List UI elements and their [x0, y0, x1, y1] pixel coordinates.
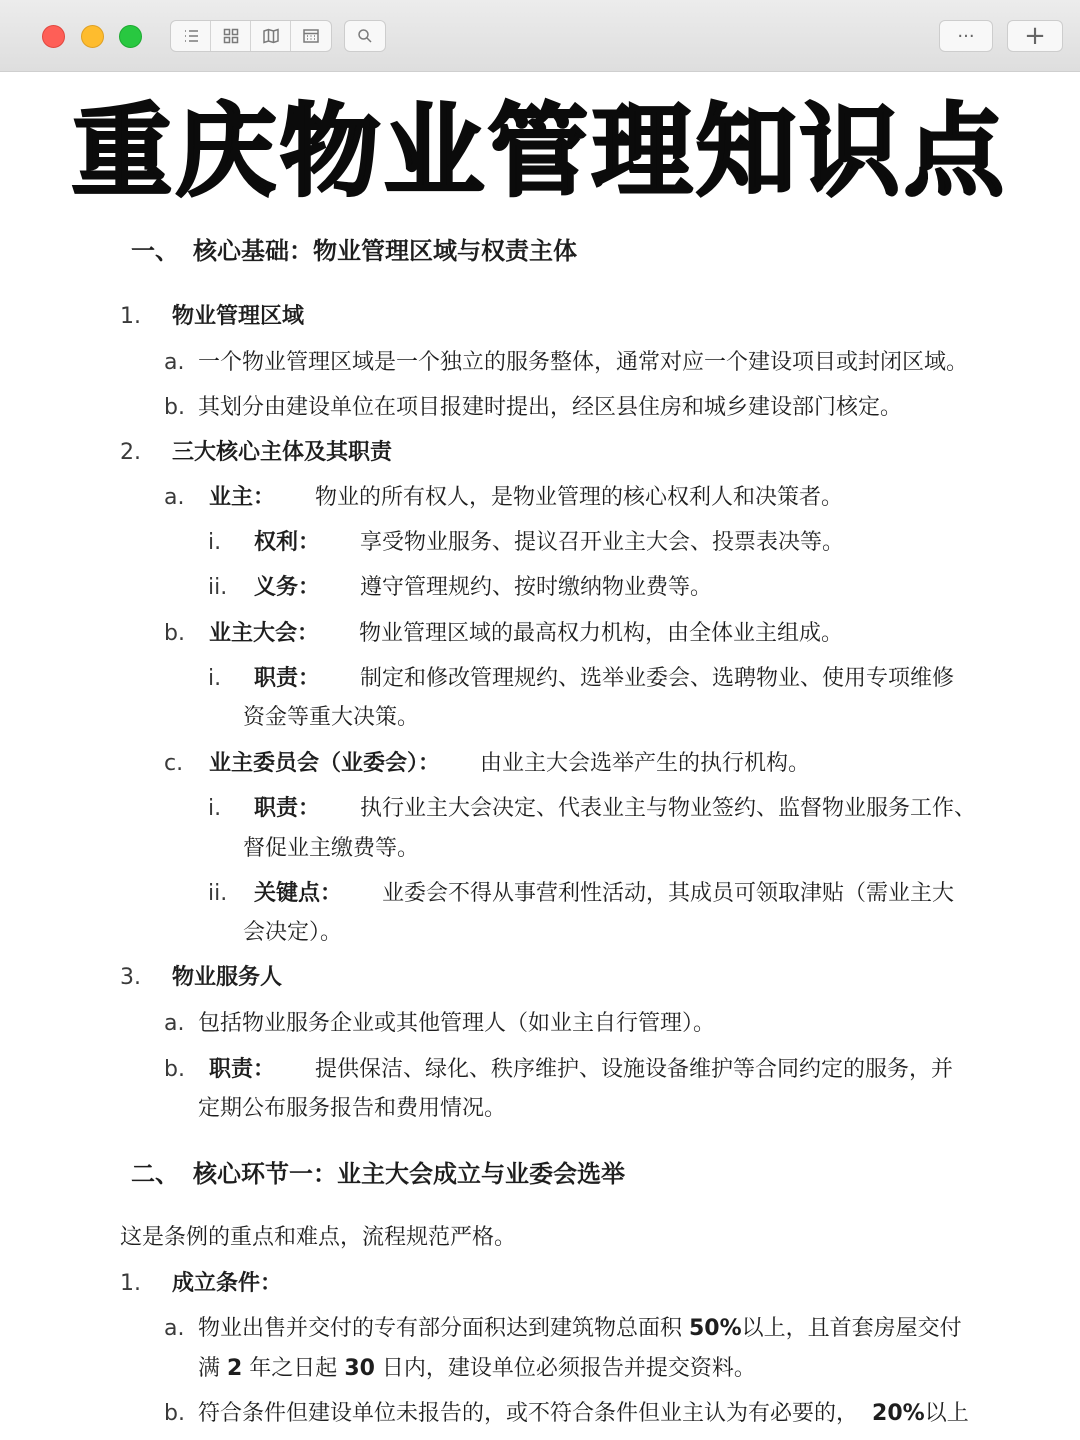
calendar-view-button[interactable] [291, 21, 331, 51]
search-icon [356, 27, 374, 45]
list-text: 提供保洁、绿化、秩序维护、设施设备维护等合同约定的服务，并 [315, 1057, 954, 1082]
item-title: 成立条件： [172, 1271, 283, 1296]
list-view-button[interactable] [171, 21, 211, 51]
list-item [164, 1399, 969, 1429]
list-item [164, 348, 969, 378]
list-item [164, 1314, 962, 1344]
list-text: 一个物业管理区域是一个独立的服务整体，通常对应一个建设项目或封闭区域。 [198, 350, 969, 375]
term-label: 义务： [254, 575, 321, 600]
section-title: 核心环节一：业主大会成立与业委会选举 [193, 1160, 625, 1188]
more-group [939, 20, 993, 52]
document-title: 重庆物业管理知识点 [72, 93, 1008, 210]
list-item [164, 1009, 716, 1039]
list-text: 其划分由建设单位在项目报建时提出，经区县住房和城乡建设部门核定。 [198, 395, 903, 420]
section-title: 核心基础：物业管理区域与权责主体 [193, 237, 577, 265]
list-text: 日内，建设单位必须报告并提交资料。 [374, 1356, 756, 1381]
term-label: 职责： [209, 1057, 276, 1082]
list-marker: i. [208, 796, 222, 821]
list-item [164, 749, 811, 779]
more-button[interactable] [940, 21, 992, 51]
list-marker: i. [208, 666, 222, 691]
list-item [208, 573, 713, 603]
window-toolbar [0, 0, 1080, 72]
list-item [208, 794, 977, 824]
list-item [164, 619, 844, 649]
term-label: 业主： [209, 485, 276, 510]
list-text: 物业的所有权人，是物业管理的核心权利人和决策者。 [315, 485, 844, 510]
close-window-button[interactable] [42, 25, 65, 48]
list-item-continuation: 会决定）。 [243, 920, 343, 945]
list-item [208, 664, 955, 694]
map-view-button[interactable] [251, 21, 291, 51]
term-label: 权利： [254, 530, 321, 555]
list-item [208, 879, 955, 909]
item-heading [120, 438, 393, 468]
list-marker: i. [208, 530, 222, 555]
search-group [344, 20, 386, 52]
emphasis: 20% [872, 1401, 925, 1426]
term-label: 职责： [254, 666, 321, 691]
add-group [1007, 20, 1063, 52]
item-number: 1. [120, 304, 141, 329]
calendar-icon [302, 27, 320, 45]
map-icon [262, 27, 280, 45]
list-marker: a. [164, 485, 185, 510]
item-title: 物业管理区域 [172, 304, 305, 329]
list-item-continuation: 督促业主缴费等。 [243, 836, 420, 861]
list-text: 物业出售并交付的专有部分面积达到建筑物总面积 [198, 1316, 689, 1341]
list-text: 以上 [924, 1401, 969, 1426]
list-marker: b. [164, 621, 185, 646]
grid-view-icon [222, 27, 240, 45]
item-title: 物业服务人 [172, 965, 283, 990]
term-label: 业主大会： [209, 621, 320, 646]
item-number: 3. [120, 965, 141, 990]
more-icon: ··· [957, 25, 975, 47]
section-number: 二、 [131, 1160, 179, 1188]
list-text: 业委会不得从事营利性活动，其成员可领取津贴（需业主大 [382, 881, 955, 906]
list-text: 执行业主大会决定、代表业主与物业签约、监督物业服务工作、 [360, 796, 977, 821]
emphasis: 30 [344, 1356, 375, 1381]
emphasis: 2 [227, 1356, 243, 1381]
view-mode-group [170, 20, 332, 52]
list-marker: ii. [208, 575, 228, 600]
list-text: 包括物业服务企业或其他管理人（如业主自行管理）。 [198, 1011, 716, 1036]
list-text: 制定和修改管理规约、选举业委会、选聘物业、使用专项维修 [360, 666, 955, 691]
list-marker: c. [164, 751, 184, 776]
search-button[interactable] [345, 21, 385, 51]
item-heading [120, 302, 305, 332]
item-number: 2. [120, 440, 141, 465]
list-item [208, 528, 845, 558]
list-text: 以上，且首套房屋交付 [741, 1316, 962, 1341]
emphasis: 50% [689, 1316, 742, 1341]
term-label: 职责： [254, 796, 321, 821]
list-text: 遵守管理规约、按时缴纳物业费等。 [360, 575, 713, 600]
section-number: 一、 [131, 237, 179, 265]
list-text: 年之日起 [242, 1356, 345, 1381]
list-item [164, 1055, 954, 1085]
list-marker: a. [164, 350, 185, 375]
list-item [164, 393, 903, 423]
list-text: 物业管理区域的最高权力机构，由全体业主组成。 [359, 621, 844, 646]
minimize-window-button[interactable] [81, 25, 104, 48]
list-text: 享受物业服务、提议召开业主大会、投票表决等。 [360, 530, 845, 555]
item-number: 1. [120, 1271, 141, 1296]
list-item-continuation: 定期公布服务报告和费用情况。 [198, 1096, 507, 1121]
section-1-heading [131, 236, 577, 266]
add-button[interactable] [1008, 21, 1062, 51]
list-marker: ii. [208, 881, 228, 906]
term-label: 关键点： [254, 881, 343, 906]
document-view [0, 72, 1080, 1440]
list-text: 满 [198, 1356, 227, 1381]
section-2-heading [131, 1159, 625, 1189]
term-label: 业主委员会（业委会）： [209, 751, 441, 776]
list-item-continuation: 资金等重大决策。 [243, 705, 420, 730]
grid-view-button[interactable] [211, 21, 251, 51]
list-item [164, 483, 844, 513]
item-heading [120, 963, 283, 993]
list-marker: b. [164, 395, 185, 420]
list-marker: b. [164, 1057, 185, 1082]
list-item-continuation [198, 1354, 756, 1384]
list-marker: b. [164, 1401, 185, 1426]
add-icon: + [1024, 21, 1046, 51]
section-intro: 这是条例的重点和难点，流程规范严格。 [120, 1225, 517, 1250]
list-view-icon [182, 27, 200, 45]
item-title: 三大核心主体及其职责 [172, 440, 393, 465]
zoom-window-button[interactable] [119, 25, 142, 48]
list-marker: a. [164, 1316, 185, 1341]
item-heading [120, 1269, 283, 1299]
list-text: 由业主大会选举产生的执行机构。 [480, 751, 811, 776]
list-marker: a. [164, 1011, 185, 1036]
list-text: 符合条件但建设单位未报告的，或不符合条件但业主认为有必要的， [198, 1401, 859, 1426]
